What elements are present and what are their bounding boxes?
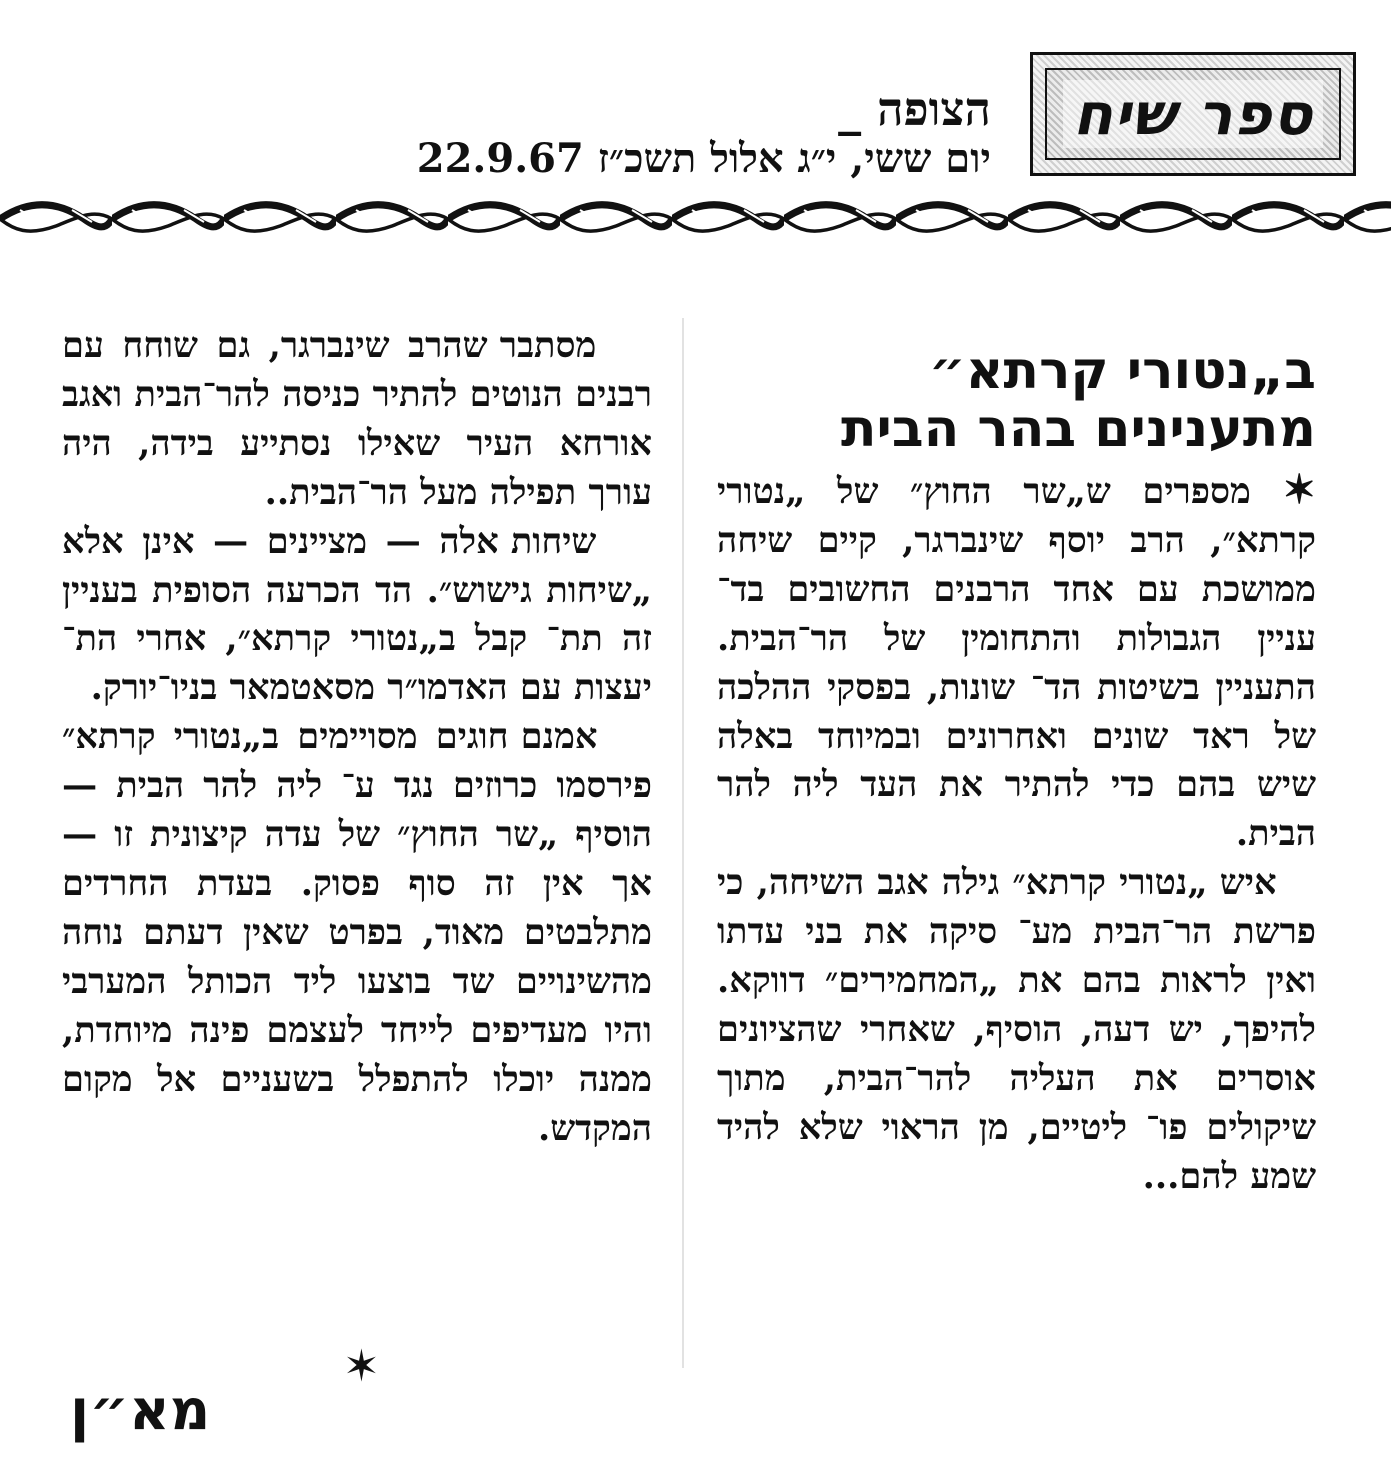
paragraph	[62, 713, 652, 1153]
star-icon: ✶	[343, 1341, 380, 1392]
star-icon: ✶	[1282, 466, 1316, 513]
paragraph	[717, 859, 1316, 1201]
article-column-left	[62, 322, 652, 1153]
headline-line-1: ב„נטורי קרתא״	[928, 341, 1316, 401]
rope-divider	[0, 196, 1391, 242]
paragraph-text: שיחות אלה — מציינים — אינן אלא „שיחות גישוש״. הד הכרעה הסופית בעניין זה תת־ קבל ב„נטורי קרתא״, אחרי הת־ יעצות עם האדמו״ר מסאטמאר בניו־יורק.	[62, 520, 652, 709]
paragraph-text: מספרים ש„שר החוץ״ של „נטורי קרתא״, הרב יוסף שינברגר, קיים שיחה ממושכת עם אחד הרבנים החשובים בד־ עניין הגבולות והתחומין של הר־הבית. התעניין בשיטות הד־ שונות, בפסקי ההלכה של ראד שונים ואחרונים ובמיוחד באלה שיש בהם כדי להתיר את העד ליה להר הבית.	[717, 471, 1316, 855]
column-divider	[682, 318, 684, 1368]
masthead-box	[1030, 52, 1356, 176]
paragraph	[62, 322, 652, 518]
author-signature: מא״ן	[70, 1378, 211, 1443]
publication-date: יום ששי, י״ג אלול תשכ״ז 22.9.67	[416, 135, 991, 182]
newspaper-source: הצופה _	[838, 82, 991, 136]
paragraph	[717, 466, 1316, 859]
article-column-right	[717, 466, 1316, 1202]
paragraph-text: אמנם חוגים מסויימים ב„נטורי קרתא״ פירסמו כרוזים נגד ע־ ליה להר הבית — הוסיף „שר החוץ״ של עדה קיצונית זו — אך אין זה סוף פסוק. בעדת החרדים מתלבטים מאוד, בפרט שאין דעתם נוחה מהשינויים שד בוצעו ליד הכותל המערבי והיו מעדיפים לייחד לעצמם פינה מיוחדת, ממנה יוכלו להתפלל בשעניים אל מקום המקדש.	[62, 716, 652, 1149]
paragraph-text: מסתבר שהרב שינברגר, גם שוחח עם רבנים הנוטים להתיר כניסה להר־הבית ואגב אורחא העיר שאילו נסתייע בידה, היה עורך תפילה מעל הר־הבית..	[62, 325, 652, 513]
masthead-title: ספר שיח	[1063, 80, 1323, 148]
article-headline	[700, 342, 1316, 458]
masthead-inner-frame	[1045, 68, 1341, 160]
paragraph-text: איש „נטורי קרתא״ גילה אגב השיחה, כי פרשת הר־הבית מע־ סיקה את בני עדתו ואין לראות בהם את „המחמירים״ דווקא. להיפך, יש דעה, הוסיף, שאחרי שהציונים אוסרים את העליה להר־הבית, מתוך שיקולים פו־ ליטיים, מן הראוי שלא להיד שמע להם...	[717, 862, 1316, 1197]
paragraph	[62, 518, 652, 714]
headline-line-2: מתענינים בהר הבית	[841, 399, 1316, 459]
